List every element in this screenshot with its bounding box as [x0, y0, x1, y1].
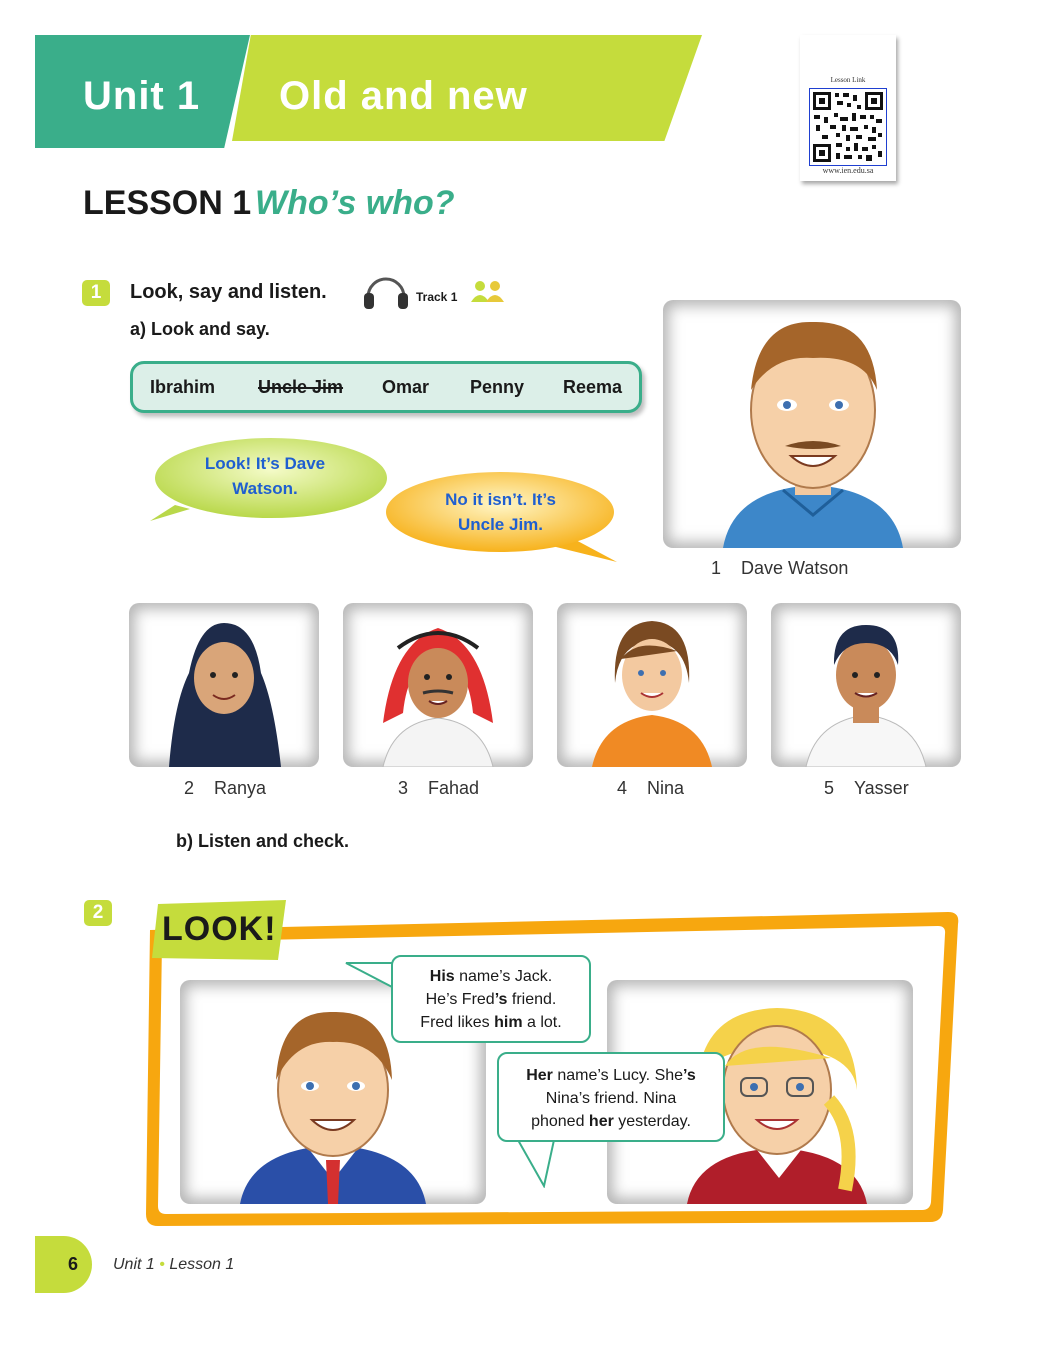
note-2-line-3-rest: yesterday. [613, 1113, 691, 1130]
part-a-instruction: a) Look and say. [130, 319, 270, 339]
caption-5-number: 5 [824, 778, 835, 798]
unit-label: Unit 1 [83, 74, 201, 118]
caption-1 [711, 558, 848, 579]
unit-title: Old and new [279, 74, 528, 118]
speech-bubble-1 [145, 435, 390, 525]
exercise-2-number: 2 [84, 900, 112, 926]
word-penny: Penny [470, 377, 525, 397]
pair-work-icon [468, 280, 508, 304]
track-label: Track 1 [416, 290, 458, 304]
word-omar: Omar [382, 377, 430, 397]
caption-1-number: 1 [711, 558, 722, 578]
note-2-her: Her [526, 1067, 553, 1084]
footer-separator: • [159, 1256, 165, 1273]
word-uncle-jim-struck: Uncle Jim [258, 377, 344, 397]
caption-2-number: 2 [184, 778, 195, 798]
note-1-line-1 [393, 965, 589, 988]
caption-5-name: Yasser [854, 778, 909, 798]
word-reema: Reema [563, 377, 623, 397]
note-2-contraction-s: ’s [683, 1067, 696, 1084]
note-1-line-2-pre: He’s Fred [425, 991, 495, 1008]
look-label-badge [150, 900, 290, 962]
photo-fahad [343, 603, 533, 767]
caption-3-name: Fahad [428, 778, 480, 798]
exercise-1-instruction: Look, say and listen. [130, 281, 327, 303]
note-1-line-3-rest: a lot. [522, 1014, 562, 1031]
note-2-line-1-mid: name’s Lucy. She [552, 1067, 684, 1084]
grammar-note-1 [391, 955, 591, 1043]
caption-3-number: 3 [398, 778, 409, 798]
footer-breadcrumb [113, 1256, 234, 1274]
caption-4 [617, 778, 684, 799]
grammar-note-2 [497, 1052, 725, 1142]
caption-3 [398, 778, 479, 799]
bubble-2-line-1: No it isn’t. It’s [445, 490, 556, 509]
footer-lesson: Lesson 1 [169, 1256, 235, 1273]
photo-dave-watson [663, 300, 961, 548]
note-2-line-3 [499, 1110, 723, 1133]
note-1-line-3 [393, 1011, 589, 1034]
note-2-line-2: Nina’s friend. Nina [545, 1090, 677, 1107]
caption-4-name: Nina [647, 778, 685, 798]
note-2-line-1 [499, 1064, 723, 1087]
qr-caption: Lesson Link [830, 76, 866, 84]
photo-nina [557, 603, 747, 767]
lesson-title: Who’s who? [255, 184, 455, 222]
look-label: LOOK! [162, 910, 277, 948]
part-b-instruction: b) Listen and check. [176, 831, 350, 851]
qr-code-icon[interactable] [809, 88, 887, 166]
note-1-line-2 [393, 988, 589, 1011]
word-box [130, 361, 642, 413]
note-2-line-3-pre: phoned [531, 1113, 589, 1130]
note-1-him: him [494, 1014, 523, 1031]
caption-2-name: Ranya [214, 778, 267, 798]
note-1-line-1-rest: name’s Jack. [454, 968, 553, 985]
note-1-line-2-rest: friend. [507, 991, 557, 1008]
note-1-his: His [429, 968, 455, 985]
word-ibrahim: Ibrahim [150, 377, 216, 397]
page-number-tab [35, 1236, 92, 1293]
exercise-1-number: 1 [82, 280, 110, 306]
footer-unit: Unit 1 [113, 1256, 155, 1273]
qr-url[interactable]: www.ien.edu.sa [822, 166, 874, 175]
page-number: 6 [68, 1254, 79, 1274]
bubble-1-line-2: Watson. [232, 479, 298, 498]
headphones-icon[interactable] [362, 271, 410, 313]
caption-4-number: 4 [617, 778, 628, 798]
caption-2 [184, 778, 266, 799]
lesson-number: LESSON 1 [83, 184, 252, 222]
photo-yasser [771, 603, 961, 767]
bubble-1-line-1: Look! It’s Dave [204, 454, 326, 473]
note-1-possessive-s: ’s [494, 991, 508, 1008]
caption-5 [824, 778, 909, 799]
photo-ranya [129, 603, 319, 767]
note-2-tail [510, 1138, 570, 1188]
note-1-line-3-pre: Fred likes [420, 1014, 495, 1031]
bubble-2-line-2: Uncle Jim. [457, 515, 544, 534]
lesson-link-card[interactable] [800, 35, 896, 181]
caption-1-name: Dave Watson [741, 558, 849, 578]
note-2-her-object: her [588, 1113, 614, 1130]
speech-bubble-2 [382, 468, 622, 564]
